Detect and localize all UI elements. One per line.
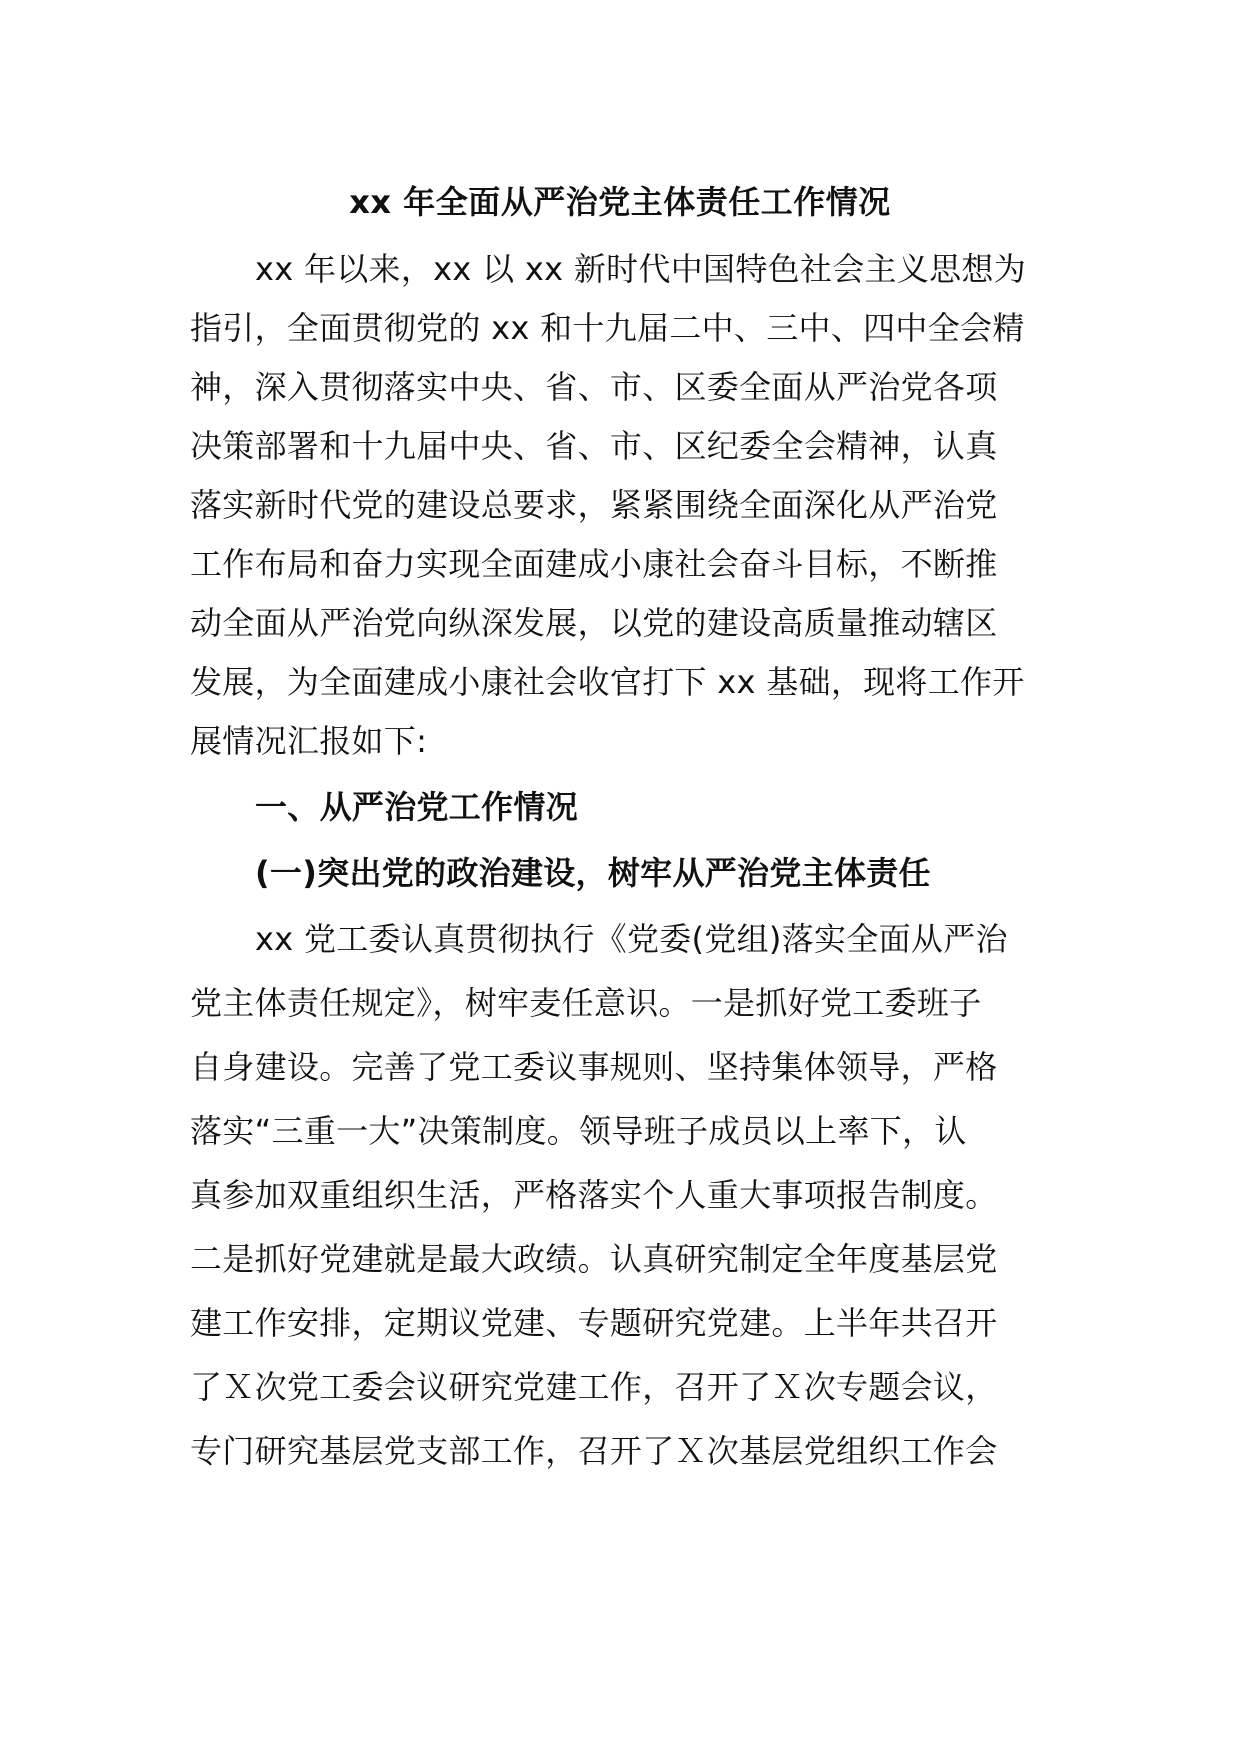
paragraph-line: 建工作安排，定期议党建、专题研究党建。上半年共召开 xyxy=(190,1304,998,1342)
document-title: xx 年全面从严治党主体责任工作情况 xyxy=(349,183,891,221)
paragraph-line: 自身建设。完善了党工委议事规则、坚持集体领导，严格 xyxy=(190,1048,998,1086)
paragraph-line: 落实新时代党的建设总要求，紧紧围绕全面深化从严治党 xyxy=(190,486,998,524)
paragraph-line: 专门研究基层党支部工作，召开了Ｘ次基层党组织工作会 xyxy=(190,1432,998,1470)
paragraph-line: 发展，为全面建成小康社会收官打下 xx 基础，现将工作开 xyxy=(190,663,1025,701)
paragraph-line: 神，深入贯彻落实中央、省、市、区委全面从严治党各项 xyxy=(190,368,998,406)
paragraph-line: 了Ｘ次党工委会议研究党建工作，召开了Ｘ次专题会议， xyxy=(190,1368,998,1406)
subsection-heading: (一)突出党的政治建设，树牢从严治党主体责任 xyxy=(255,854,931,892)
paragraph-line: 决策部署和十九届中央、省、市、区纪委全会精神，认真 xyxy=(190,427,998,465)
paragraph-line: 二是抓好党建就是最大政绩。认真研究制定全年度基层党 xyxy=(190,1240,998,1278)
section-heading: 一、从严治党工作情况 xyxy=(255,788,579,826)
paragraph-line: 党主体责任规定》，树牢麦任意识。一是抓好党工委班子 xyxy=(190,984,982,1022)
paragraph-line: 指引，全面贯彻党的 xx 和十九届二中、三中、四中全会精 xyxy=(190,309,1025,347)
paragraph-line: 工作布局和奋力实现全面建成小康社会奋斗目标，不断推 xyxy=(190,545,998,583)
paragraph-line: xx 党工委认真贯彻执行《党委(党组)落实全面从严治 xyxy=(255,920,1008,958)
paragraph-line: 真参加双重组织生活，严格落实个人重大事项报告制度。 xyxy=(190,1176,998,1214)
paragraph-line: 动全面从严治党向纵深发展，以党的建设高质量推动辖区 xyxy=(190,604,998,642)
paragraph-line: xx 年以来，xx 以 xx 新时代中国特色社会主义思想为 xyxy=(255,250,1027,288)
paragraph-line: 展情况汇报如下: xyxy=(190,722,428,760)
paragraph-line: 落实“三重一大”决策制度。领导班子成员以上率下，认 xyxy=(190,1112,967,1150)
